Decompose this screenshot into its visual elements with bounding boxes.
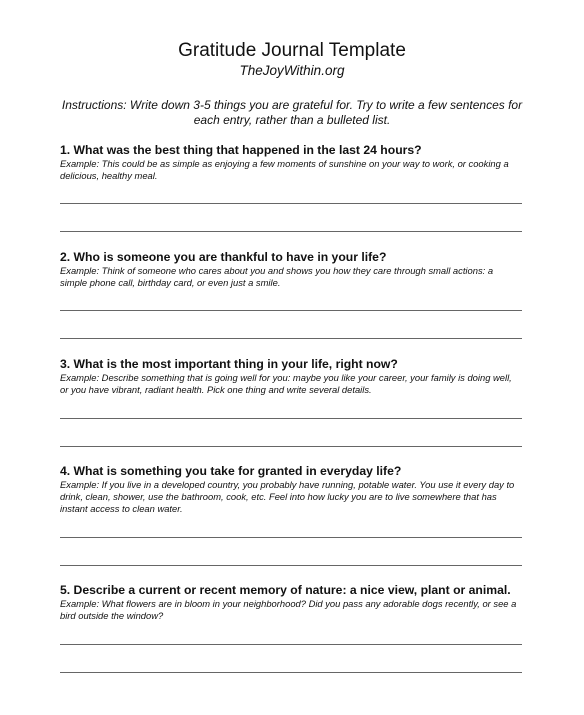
site-name: TheJoyWithin.org: [239, 63, 345, 78]
answer-line[interactable]: [60, 338, 522, 339]
answer-line[interactable]: [60, 231, 522, 232]
answer-line[interactable]: [60, 672, 522, 673]
answer-line[interactable]: [60, 203, 522, 204]
question-section-1: [60, 143, 522, 182]
question-example: Example: Describe something that is going well for you: maybe you like your career, your family is doing well, or you have vibrant, radiant health. Pick one thing and write several details.: [60, 372, 512, 395]
question-section-3: [60, 357, 522, 396]
question-title: 1. What was the best thing that happened in the last 24 hours?: [60, 143, 422, 157]
question-section-4: [60, 464, 522, 515]
answer-line[interactable]: [60, 644, 522, 645]
question-example: Example: If you live in a developed country, you probably have running, potable water. You use it every day to drink, clean, shower, use the bathroom, cook, etc. Feel into how lucky you are to live somewhere that has instant access to clean water.: [60, 479, 515, 514]
answer-line[interactable]: [60, 446, 522, 447]
page-title: Gratitude Journal Template: [178, 40, 406, 61]
answer-line[interactable]: [60, 418, 522, 419]
question-example: Example: What flowers are in bloom in your neighborhood? Did you pass any adorable dogs recently, or see a bird outside the window?: [60, 598, 517, 621]
question-section-2: [60, 250, 522, 289]
instructions-text: Instructions: Write down 3-5 things you are grateful for. Try to write a few sentences for each entry, rather than a bulleted list.: [61, 98, 523, 127]
question-title: 2. Who is someone you are thankful to have in your life?: [60, 250, 387, 264]
answer-line[interactable]: [60, 565, 522, 566]
question-example: Example: Think of someone who cares about you and shows you how they care through small actions: a simple phone call, birthday card, or even just a smile.: [60, 265, 494, 288]
answer-line[interactable]: [60, 310, 522, 311]
question-title: 5. Describe a current or recent memory of nature: a nice view, plant or animal.: [60, 583, 511, 597]
answer-line[interactable]: [60, 537, 522, 538]
question-title: 4. What is something you take for granted in everyday life?: [60, 464, 402, 478]
question-example: Example: This could be as simple as enjoying a few moments of sunshine on your way to work, or cooking a delicious, healthy meal.: [60, 158, 509, 181]
question-title: 3. What is the most important thing in your life, right now?: [60, 357, 398, 371]
question-section-5: [60, 583, 522, 622]
